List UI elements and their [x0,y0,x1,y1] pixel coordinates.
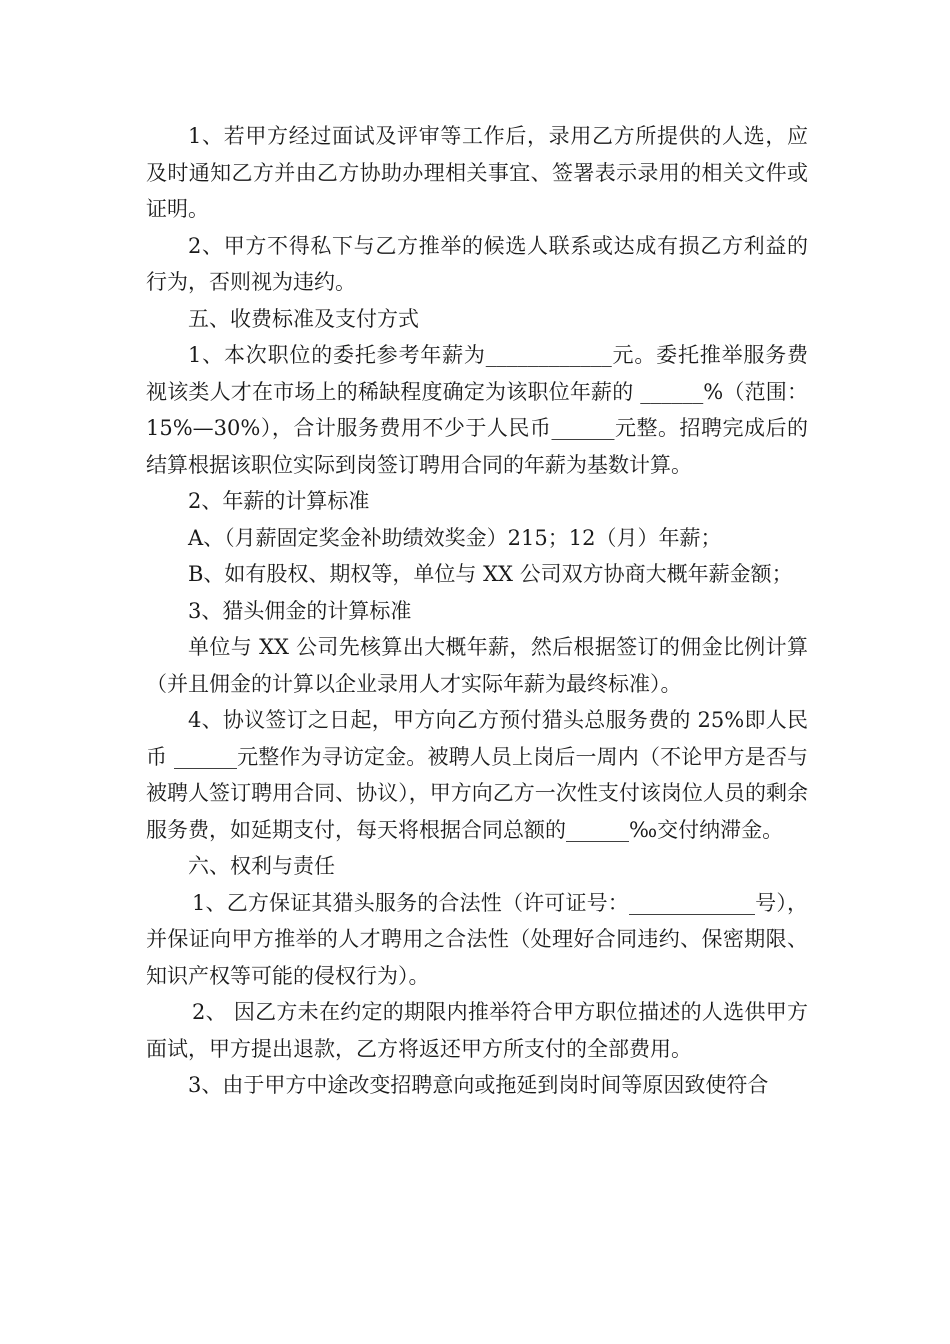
section-heading: 六、权利与责任 [188,854,335,878]
paragraph: 3、由于甲方中途改变招聘意向或拖延到岗时间等原因致使符合 [188,1073,769,1097]
paragraph: 3、猎头佣金的计算标准 [188,598,412,623]
paragraph: 2、 因乙方未在约定的期限内推举符合甲方职位描述的人选供甲方面试，甲方提出退款，乙方将返还甲方所支付的全部费用。 [146,1000,808,1061]
paragraph: A、（月薪固定奖金补助绩效奖金）215；12（月）年薪； [188,525,722,550]
paragraph: B、如有股权、期权等，单位与 XX 公司双方协商大概年薪金额； [188,562,793,586]
document-body [146,118,808,1104]
paragraph: 2、年薪的计算标准 [188,489,370,513]
paragraph: 4、协议签订之日起，甲方向乙方预付猎头总服务费的 25%即人民币 ______元整作为寻访定金。被聘人员上岗后一周内（不论甲方是否与被聘人签订聘用合同、协议），甲方向乙方一次性支付该岗位人员的剩余服务费，如延期支付，每天将根据合同总额的______‰交付纳滞金。 [146,708,808,842]
paragraph: 单位与 XX 公司先核算出大概年薪，然后根据签订的佣金比例计算（并且佣金的计算以企业录用人才实际年薪为最终标准）。 [146,635,808,696]
paragraph: 1、乙方保证其猎头服务的合法性（许可证号：____________号），并保证向甲方推举的人才聘用之合法性（处理好合同违约、保密期限、知识产权等可能的侵权行为）。 [146,890,808,988]
paragraph: 1、若甲方经过面试及评审等工作后，录用乙方所提供的人选，应及时通知乙方并由乙方协助办理相关事宜、签署表示录用的相关文件或证明。 [146,124,808,221]
paragraph: 1、本次职位的委托参考年薪为____________元。委托推举服务费视该类人才在市场上的稀缺程度确定为该职位年薪的 ______%（范围：15%—30%），合计服务费用不少于人民币______元整。招聘完成后的结算根据该职位实际到岗签订聘用合同的年薪为基数计算。 [146,343,808,477]
section-heading: 五、收费标准及支付方式 [188,306,419,331]
paragraph: 2、甲方不得私下与乙方推举的候选人联系或达成有损乙方利益的行为，否则视为违约。 [146,233,808,294]
